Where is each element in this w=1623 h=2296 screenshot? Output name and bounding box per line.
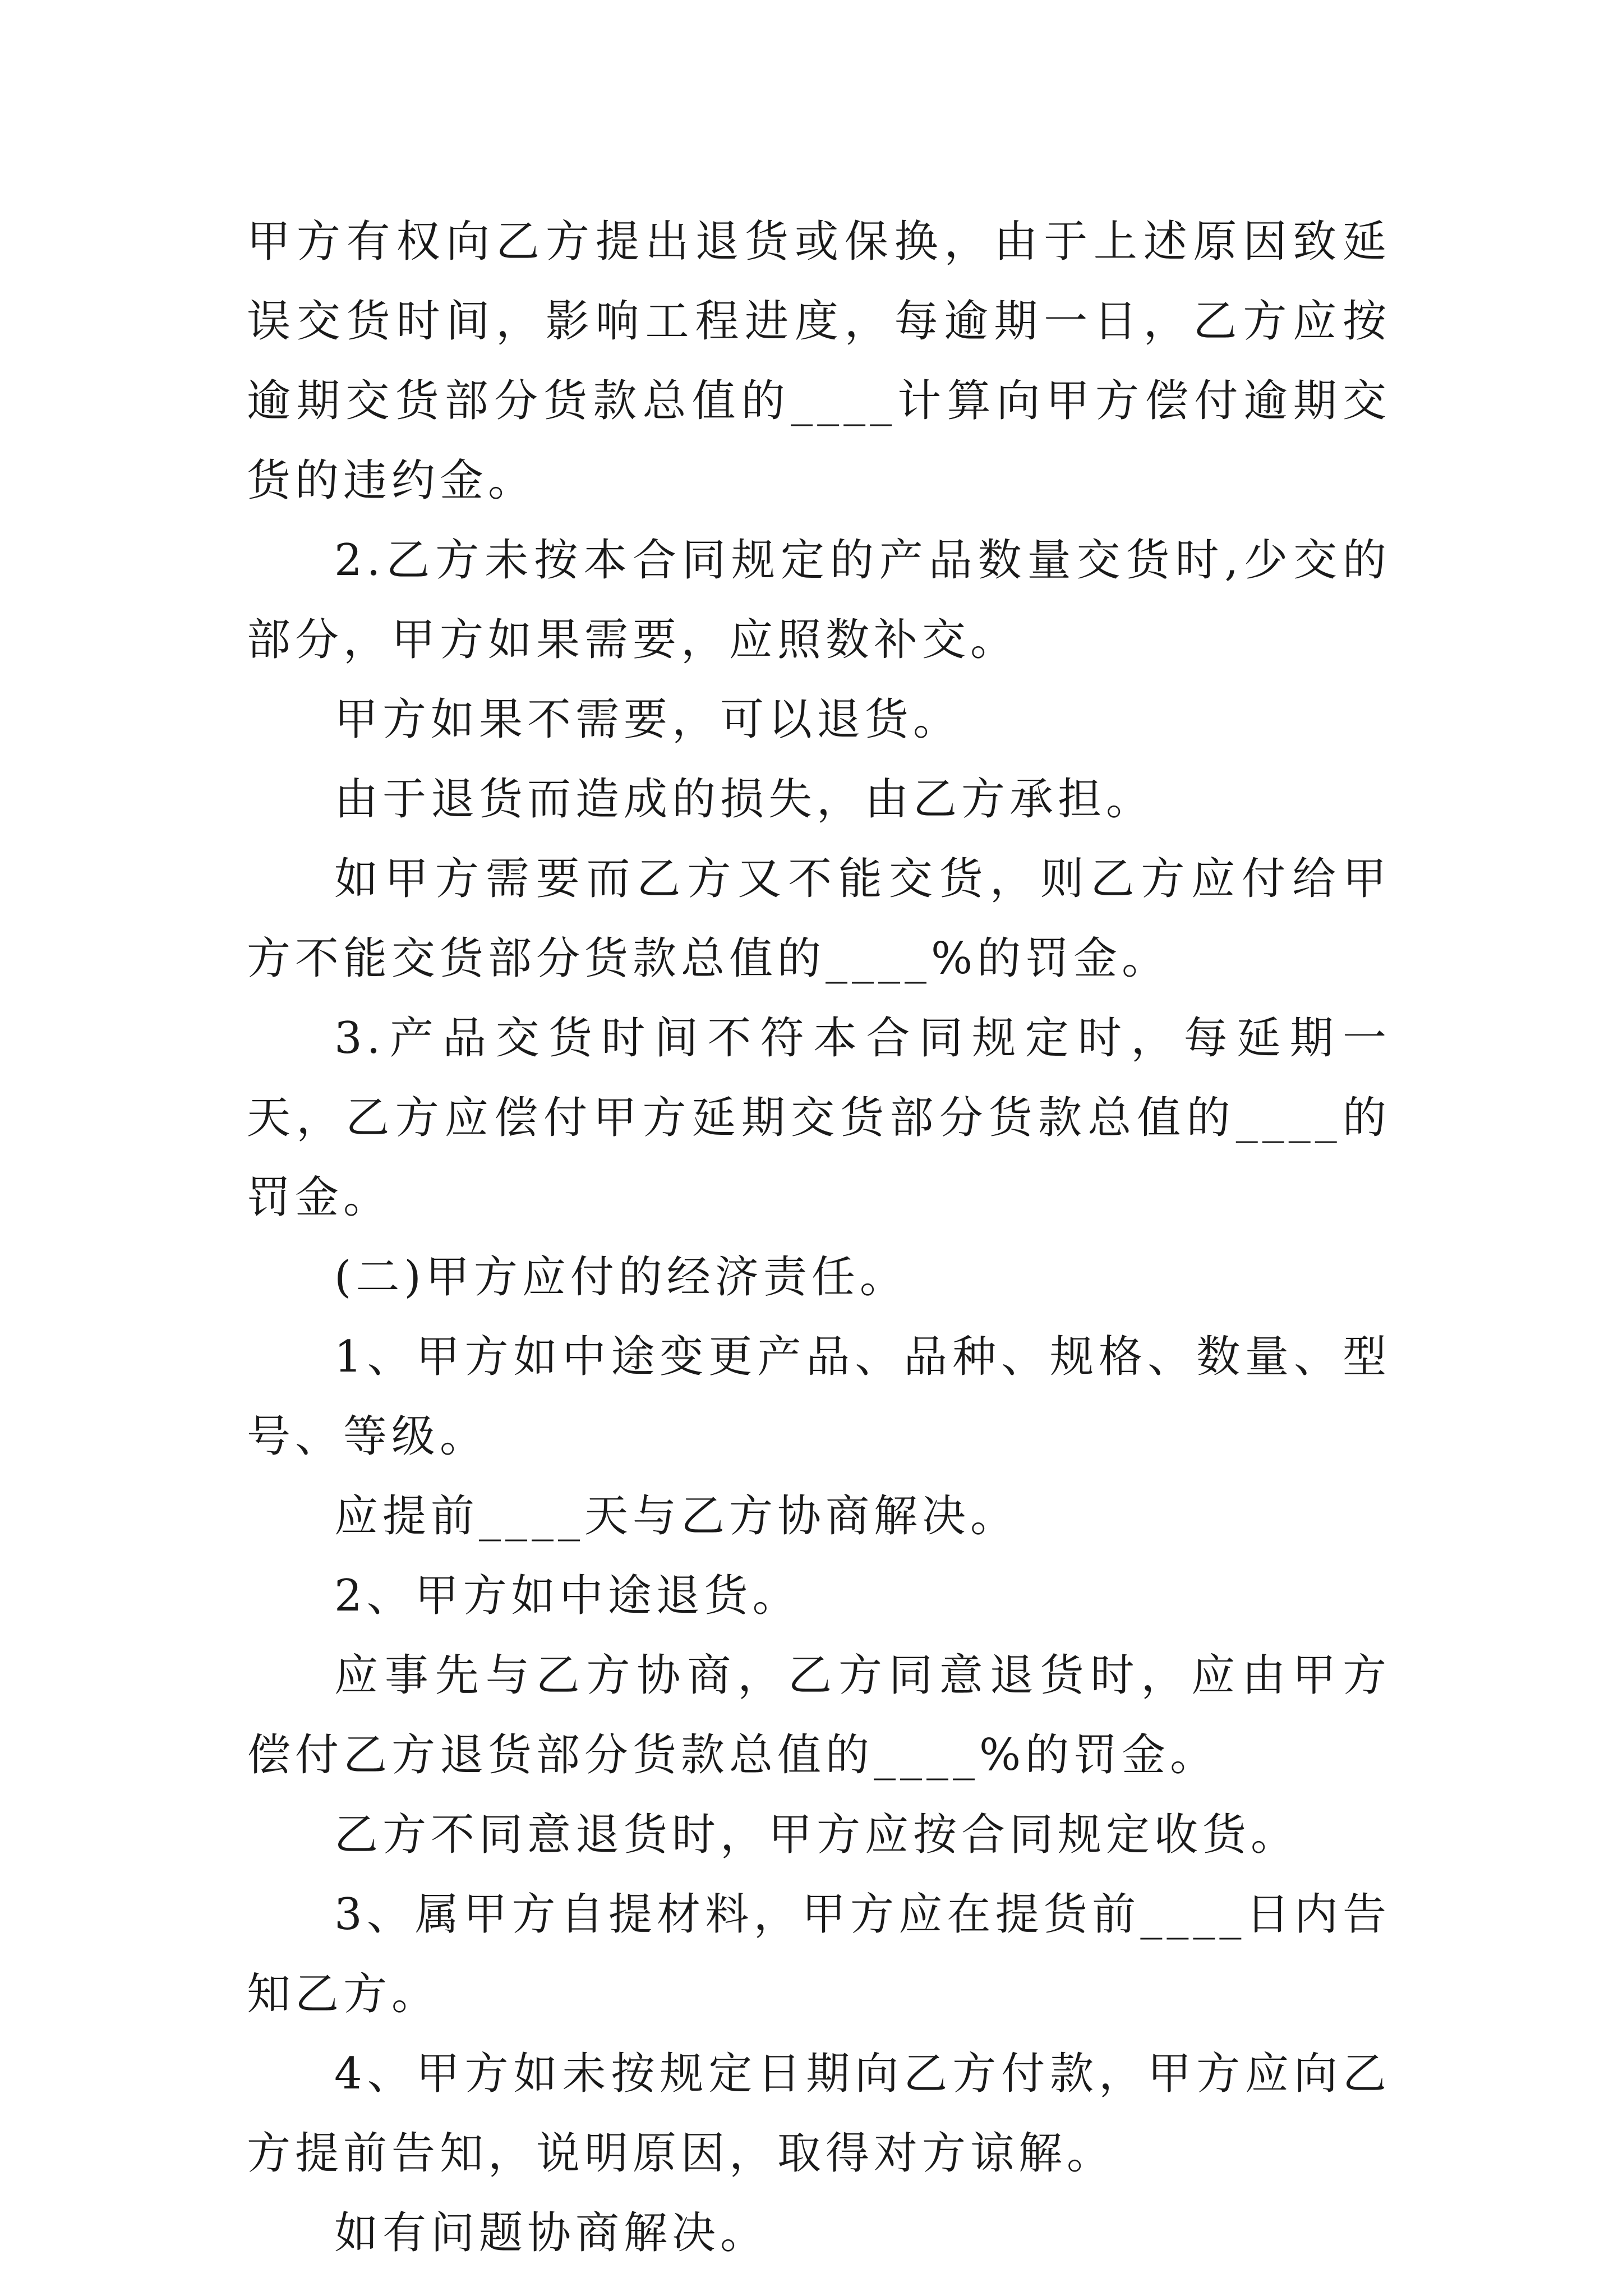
paragraph: 2、甲方如中途退货。: [334, 1571, 801, 1621]
section-heading: (二)甲方应付的经济责任。: [334, 1252, 908, 1303]
paragraph: 3.产品交货时间不符本合同规定时，每延期一天，乙方应偿付甲方延期交货部分货款总值的____的罚金。: [247, 1013, 1391, 1223]
paragraph: 乙方不同意退货时，甲方应按合同规定收货。: [334, 1810, 1299, 1860]
document-body: [247, 202, 1391, 2273]
paragraph: 应事先与乙方协商，乙方同意退货时，应由甲方偿付乙方退货部分货款总值的____%的罚金。: [247, 1650, 1391, 1780]
paragraph: 由于退货而造成的损失，由乙方承担。: [334, 774, 1155, 825]
paragraph: 3、属甲方自提材料，甲方应在提货前____日内告知乙方。: [247, 1889, 1391, 2019]
paragraph: 如有问题协商解决。: [334, 2208, 769, 2258]
paragraph: 2.乙方未按本合同规定的产品数量交货时,少交的部分，甲方如果需要，应照数补交。: [247, 535, 1391, 665]
paragraph: 应提前____天与乙方协商解决。: [334, 1491, 1019, 1542]
paragraph: 甲方有权向乙方提出退货或保换，由于上述原因致延误交货时间，影响工程进度，每逾期一日，乙方应按逾期交货部分货款总值的____计算向甲方偿付逾期交货的违约金。: [247, 217, 1391, 506]
paragraph: 如甲方需要而乙方又不能交货，则乙方应付给甲方不能交货部分货款总值的____%的罚金。: [247, 854, 1391, 984]
paragraph: 1、甲方如中途变更产品、品种、规格、数量、型号、等级。: [247, 1332, 1391, 1462]
paragraph: 甲方如果不需要，可以退货。: [334, 694, 962, 745]
paragraph: 4、甲方如未按规定日期向乙方付款，甲方应向乙方提前告知，说明原因，取得对方谅解。: [247, 2049, 1391, 2179]
